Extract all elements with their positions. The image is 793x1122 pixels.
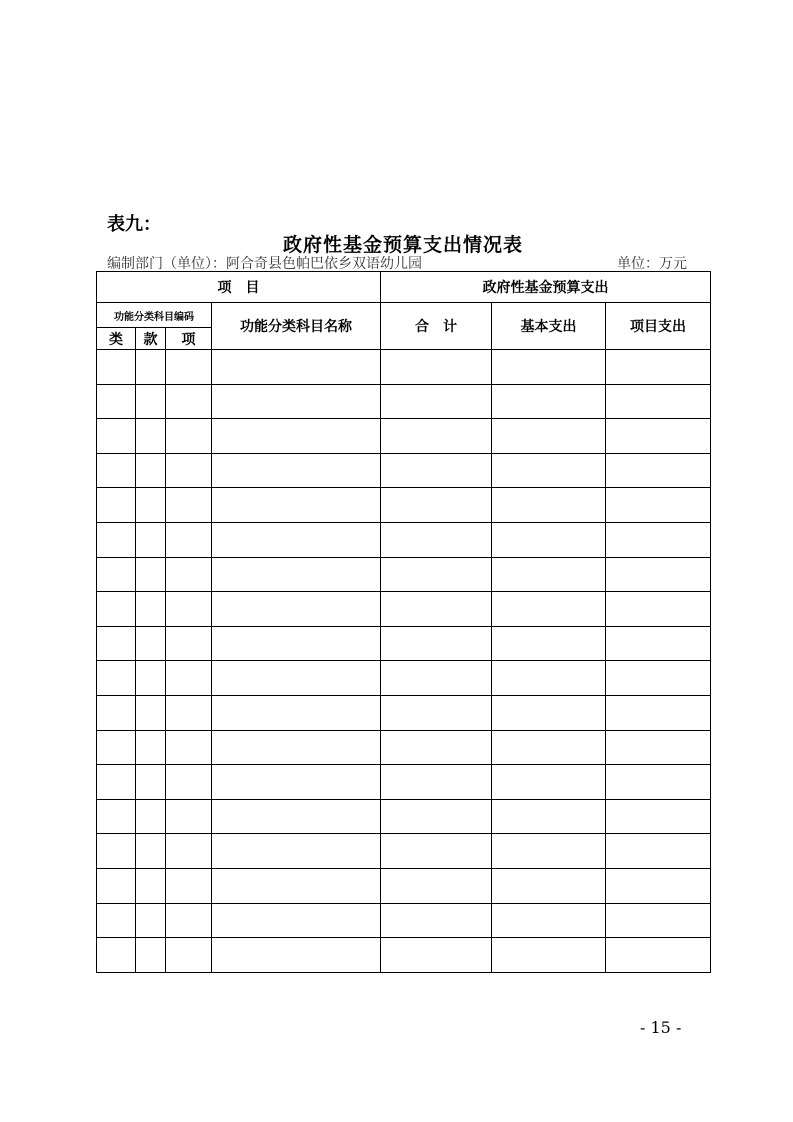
table-cell [381,626,492,661]
table-cell [606,730,711,765]
table-cell [97,938,136,973]
table-row [97,938,711,973]
table-cell [97,834,136,869]
table-cell [212,903,381,938]
table-cell [606,453,711,488]
table-cell [212,730,381,765]
table-cell [381,592,492,627]
table-cell [166,488,212,523]
budget-table [96,271,711,973]
table-cell [606,522,711,557]
table-cell [166,592,212,627]
page-title: 政府性基金预算支出情况表 [282,234,523,256]
unit-label: 单位：万元 [617,256,687,272]
table-cell [97,730,136,765]
table-row [97,695,711,730]
table-cell [166,522,212,557]
table-cell [166,695,212,730]
table-row [97,626,711,661]
table-cell [381,522,492,557]
department-prefix: 编制部门（单位）： [107,256,226,272]
table-cell [97,903,136,938]
table-cell [492,488,606,523]
table-row [97,350,711,385]
table-cell [381,938,492,973]
table-cell [492,557,606,592]
table-cell [606,938,711,973]
table-row [97,384,711,419]
table-cell [97,522,136,557]
header-expense-group: 政府性基金预算支出 [381,272,711,303]
table-cell [97,419,136,454]
table-cell [97,661,136,696]
table-cell [136,522,166,557]
table-cell [492,938,606,973]
table-row [97,453,711,488]
table-cell [381,557,492,592]
table-cell [136,834,166,869]
table-cell [606,592,711,627]
table-cell [97,488,136,523]
table-cell [381,488,492,523]
table-cell [166,453,212,488]
header-code-section: 款 [136,328,166,350]
table-cell [166,799,212,834]
table-row [97,557,711,592]
table-cell [492,453,606,488]
table-cell [97,695,136,730]
table-cell [606,419,711,454]
table-cell [166,557,212,592]
table-cell [212,938,381,973]
table-cell [381,419,492,454]
table-cell [166,868,212,903]
table-cell [136,626,166,661]
table-cell [606,661,711,696]
table-cell [136,868,166,903]
table-cell [492,592,606,627]
table-cell [212,695,381,730]
header-name: 功能分类科目名称 [212,303,381,350]
table-cell [381,903,492,938]
table-cell [381,695,492,730]
table-row [97,522,711,557]
table-cell [492,868,606,903]
table-cell [606,903,711,938]
table-cell [166,419,212,454]
table-cell [136,488,166,523]
table-cell [492,522,606,557]
table-cell [492,350,606,385]
table-cell [492,799,606,834]
table-cell [606,695,711,730]
header-code: 功能分类科目编码 [97,303,212,328]
table-cell [97,765,136,800]
table-cell [606,557,711,592]
table-cell [97,350,136,385]
header-basic: 基本支出 [492,303,606,350]
table-cell [212,557,381,592]
table-cell [381,350,492,385]
table-row [97,868,711,903]
table-cell [381,765,492,800]
table-cell [212,419,381,454]
table-row [97,661,711,696]
meta-line [107,253,687,273]
table-cell [97,557,136,592]
table-row [97,834,711,869]
table-cell [606,834,711,869]
table-cell [381,868,492,903]
table-cell [606,488,711,523]
table-cell [166,834,212,869]
table-cell [166,730,212,765]
table-cell [136,453,166,488]
table-cell [136,695,166,730]
table-cell [97,626,136,661]
table-cell [136,938,166,973]
table-cell [606,384,711,419]
table-cell [212,488,381,523]
table-cell [166,626,212,661]
table-cell [97,384,136,419]
table-row [97,765,711,800]
table-cell [381,453,492,488]
table-cell [136,592,166,627]
table-row [97,592,711,627]
table-cell [492,730,606,765]
table-cell [212,765,381,800]
table-cell [97,868,136,903]
table-row [97,488,711,523]
header-row-group [97,272,711,303]
table-cell [166,384,212,419]
table-cell [166,903,212,938]
table-cell [97,799,136,834]
table-cell [136,661,166,696]
header-project: 项 目 [97,272,381,303]
table-cell [136,903,166,938]
table-cell [381,799,492,834]
table-cell [492,384,606,419]
table-row [97,903,711,938]
table-cell [606,626,711,661]
page-number: - 15 - [640,1018,682,1037]
table-cell [492,661,606,696]
table-cell [492,419,606,454]
header-code-class: 类 [97,328,136,350]
header-project-expense: 项目支出 [606,303,711,350]
table-cell [136,765,166,800]
table-cell [212,626,381,661]
table-cell [381,834,492,869]
table-row [97,730,711,765]
table-cell [212,661,381,696]
table-cell [381,730,492,765]
table-cell [97,592,136,627]
table-cell [97,453,136,488]
header-code-item: 项 [166,328,212,350]
table-row [97,799,711,834]
table-cell [136,730,166,765]
table-cell [212,350,381,385]
table-label: 表九： [107,214,161,235]
table-cell [166,765,212,800]
table-cell [381,384,492,419]
table-cell [166,661,212,696]
table-cell [212,799,381,834]
table-cell [212,384,381,419]
table-cell [136,384,166,419]
table-cell [492,695,606,730]
header-row-sub [97,303,711,328]
table-cell [166,350,212,385]
department-name: 阿合奇县色帕巴依乡双语幼儿园 [226,256,422,272]
table-cell [212,834,381,869]
table-cell [492,765,606,800]
table-body [97,272,711,973]
table-cell [492,903,606,938]
table-cell [606,868,711,903]
header-total: 合 计 [381,303,492,350]
table-cell [136,799,166,834]
table-cell [606,799,711,834]
table-cell [381,661,492,696]
table-cell [212,592,381,627]
table-cell [136,557,166,592]
table-cell [212,868,381,903]
table-cell [606,765,711,800]
table-cell [212,453,381,488]
table-cell [492,626,606,661]
table-cell [136,350,166,385]
table-cell [166,938,212,973]
table-cell [136,419,166,454]
table-cell [212,522,381,557]
table-cell [492,834,606,869]
table-row [97,419,711,454]
table-cell [606,350,711,385]
